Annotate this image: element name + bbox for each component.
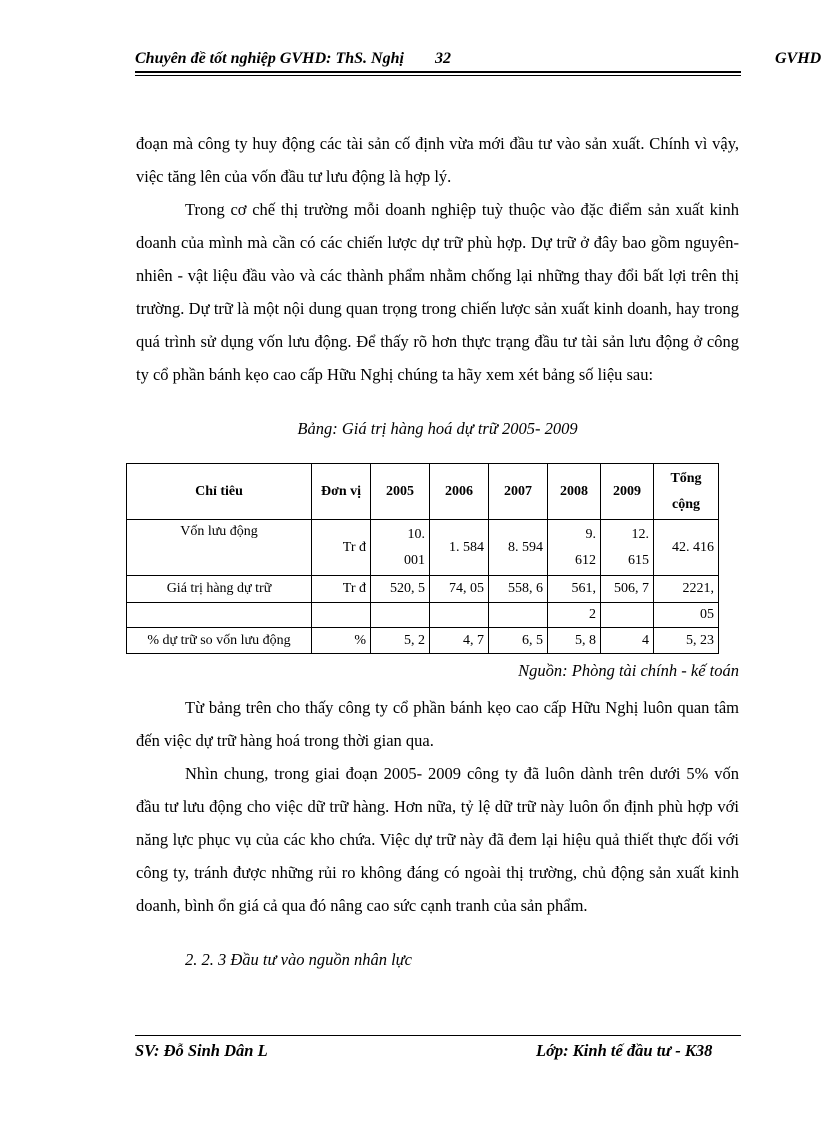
row-ratio-label: % dự trữ so vốn lưu động <box>127 628 312 654</box>
cell-wc-2005-line2: 001 <box>404 552 425 568</box>
cell-empty <box>371 603 430 628</box>
paragraph-2-text: Trong cơ chế thị trường mỗi doanh nghiệp tuỳ thuộc vào đặc điểm sản xuất kinh doanh của mình mà cần có các chiến lược dự trữ phù hợp. Dự trữ ở đây bao gồm nguyên- nhiên - vật liệu đầu vào và các thành phẩm nhằm chống lại những thay đổi bất lợi trên thị trường. Dự trữ là một nội dung quan trọng trong chiến lược sản xuất kinh doanh, hay trong quá trình sử dụng vốn lưu động. Để thấy rõ hơn thực trạng đầu tư tài sản lưu động ở công ty cổ phần bánh kẹo cao cấp Hữu Nghị chúng ta hãy xem xét bảng số liệu sau: <box>136 200 739 384</box>
table-source: Nguồn: Phòng tài chính - kế toán <box>518 661 739 680</box>
page-number: 32 <box>435 50 451 67</box>
cell-empty <box>312 603 371 628</box>
paragraph-4-text: Nhìn chung, trong giai đoạn 2005- 2009 công ty đã luôn dành trên dưới 5% vốn đầu tư lưu động cho việc dữ trữ hàng. Hơn nữa, tỷ lệ dữ trữ này luôn ổn định phù hợp với năng lực phục vụ của các kho chứa. Việc dự trữ này đã đem lại hiệu quả thiết thực đối với công ty, tránh được những rủi ro không đáng có ngoài thị trường, chủ động sản xuất kinh doanh, bình ổn giá cả qua đó nâng cao sức cạnh tranh của sản phẩm. <box>136 764 739 915</box>
paragraph-4 <box>136 757 739 922</box>
cell-wc-2008-line1: 9. <box>585 526 596 542</box>
cell-inv-2008: 561, <box>548 576 601 603</box>
header-2009: 2009 <box>601 464 654 520</box>
footer-class: Lớp: Kinh tế đầu tư - K38 <box>536 1041 713 1060</box>
cell-wc-2009-line2: 615 <box>628 552 649 568</box>
header-title: Chuyên đề tốt nghiệp GVHD: ThS. Nghị <box>135 50 404 67</box>
cell-inv-2009: 506, 7 <box>601 576 654 603</box>
row-ratio-unit: % <box>312 628 371 654</box>
header-total-line2: cộng <box>672 496 700 512</box>
paragraph-3-text: Từ bảng trên cho thấy công ty cổ phần bánh kẹo cao cấp Hữu Nghị luôn quan tâm đến việc dự trữ hàng hoá trong thời gian qua. <box>136 698 739 750</box>
paragraph-3 <box>136 691 739 757</box>
cell-empty <box>127 603 312 628</box>
header-total-line1: Tổng <box>670 470 702 486</box>
cell-wc-2008-line2: 612 <box>575 552 596 568</box>
cell-ratio-2006: 4, 7 <box>430 628 489 654</box>
cell-wc-2008 <box>548 520 601 576</box>
cell-wc-2007: 8. 594 <box>489 520 548 576</box>
cell-empty <box>489 603 548 628</box>
header-total <box>654 464 719 520</box>
cell-ratio-2007: 6, 5 <box>489 628 548 654</box>
section-subheading: 2. 2. 3 Đầu tư vào nguồn nhân lực <box>185 950 412 969</box>
cell-inv-2005: 520, 5 <box>371 576 430 603</box>
header-indicator: Chỉ tiêu <box>127 464 312 520</box>
cell-inv-total-cont: 05 <box>654 603 719 628</box>
header-2008: 2008 <box>548 464 601 520</box>
row-working-capital-unit: Tr đ <box>312 520 371 576</box>
paragraph-1-text: đoạn mà công ty huy động các tài sản cố định vừa mới đầu tư vào sản xuất. Chính vì vậy, việc tăng lên của vốn đầu tư lưu động là hợp lý. <box>136 134 739 186</box>
cell-wc-2009-line1: 12. <box>631 526 649 542</box>
inventory-table <box>126 463 719 654</box>
cell-empty <box>430 603 489 628</box>
table-row <box>127 603 719 628</box>
cell-ratio-2008: 5, 8 <box>548 628 601 654</box>
paragraph-1 <box>136 127 739 193</box>
cell-inv-2007: 558, 6 <box>489 576 548 603</box>
header-2005: 2005 <box>371 464 430 520</box>
table-row <box>127 628 719 654</box>
row-inventory-label: Giá trị hàng dự trữ <box>127 576 312 603</box>
cell-ratio-2009: 4 <box>601 628 654 654</box>
footer-rule <box>135 1035 741 1036</box>
paragraph-2 <box>136 193 739 391</box>
header-right-text: GVHD <box>775 50 821 67</box>
header-rule-thick <box>135 71 741 73</box>
cell-ratio-2005: 5, 2 <box>371 628 430 654</box>
header-2006: 2006 <box>430 464 489 520</box>
cell-wc-2006: 1. 584 <box>430 520 489 576</box>
table-header-row <box>127 464 719 520</box>
table-row <box>127 520 719 576</box>
table-row <box>127 576 719 603</box>
cell-wc-total: 42. 416 <box>654 520 719 576</box>
header-unit: Đơn vị <box>312 464 371 520</box>
header-2007: 2007 <box>489 464 548 520</box>
header-rule-thin <box>135 75 741 76</box>
row-working-capital-label: Vốn lưu động <box>127 520 312 576</box>
table-caption: Bảng: Giá trị hàng hoá dự trữ 2005- 2009 <box>297 419 578 438</box>
cell-wc-2009 <box>601 520 654 576</box>
cell-wc-2005-line1: 10. <box>407 526 425 542</box>
cell-ratio-total: 5, 23 <box>654 628 719 654</box>
cell-empty <box>601 603 654 628</box>
footer-student: SV: Đỗ Sinh Dân L <box>135 1041 268 1060</box>
cell-inv-2006: 74, 05 <box>430 576 489 603</box>
row-inventory-unit: Tr đ <box>312 576 371 603</box>
cell-inv-2008-cont: 2 <box>548 603 601 628</box>
cell-wc-2005 <box>371 520 430 576</box>
cell-inv-total: 2221, <box>654 576 719 603</box>
